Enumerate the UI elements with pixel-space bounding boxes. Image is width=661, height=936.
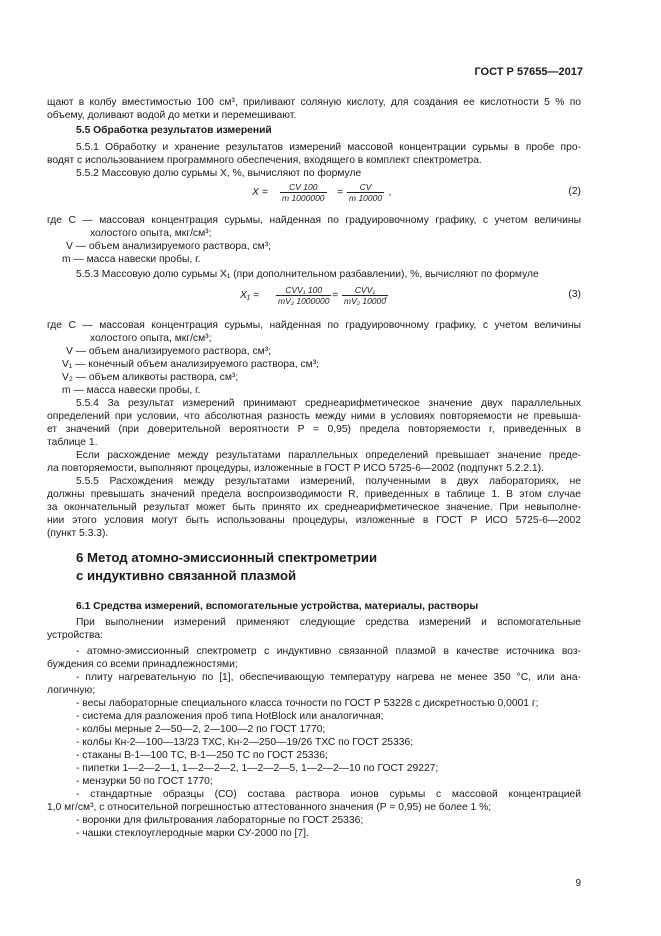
section-heading-6: 6 Метод атомно-эмиссионный спектрометрии — [76, 550, 378, 565]
paragraph-line: m — масса навески пробы, г. — [62, 385, 201, 396]
list-item: - система для разложения проб типа HotBlock или аналогичная; — [76, 711, 384, 722]
paragraph-line: холостого опыта, мкг/см³; — [90, 228, 212, 239]
formula-fraction — [276, 285, 331, 306]
paragraph-line: V — объем анализируемого раствора, см³; — [66, 346, 272, 357]
list-item: - пипетки 1—2—2—1, 1—2—2—2, 1—2—2—5, 1—2—2—10 по ГОСТ 29227; — [76, 763, 439, 774]
fraction-numerator: CVV₁ 100 — [276, 285, 331, 296]
list-item: - колбы мерные 2—50—2, 2—100—2 по ГОСТ 1770; — [76, 724, 326, 735]
formula-equals: = — [337, 187, 344, 198]
list-item: - колбы Кн-2—100—13/23 ТХС, Кн-2—250—19/26 ТХС по ГОСТ 25336; — [76, 737, 414, 748]
paragraph-line: за окончательный результат может быть принято их среднеарифметическое значение. При невыполне- — [47, 502, 581, 513]
paragraph-line: где C — массовая концентрация сурьмы, найденная по градуировочному графику, с учетом величины — [47, 215, 581, 226]
fraction-denominator: mV₂ 10000 — [344, 296, 386, 306]
list-item: - плиту нагревательную по [1], обеспечивающую температуру нагрева не менее 350 °С, или ана- — [76, 672, 581, 683]
fraction-denominator: m 10000 — [349, 193, 383, 203]
paragraph-line: холостого опыта, мкг/см³; — [90, 333, 212, 344]
formula-fraction — [347, 182, 384, 203]
paragraph-line: V — объем анализируемого раствора, см³; — [66, 241, 272, 252]
list-item: - стандартные образцы (СО) состава раствора ионов сурьмы с массовой концентрацией — [76, 789, 581, 800]
list-item: - стаканы В-1—100 ТС, В-1—250 ТС по ГОСТ 25336; — [76, 750, 328, 761]
paragraph-line: щают в колбу вместимостью 100 см³, приливают соляную кислоту, для создания ее кислотности 5 % по — [47, 97, 581, 108]
fraction-numerator: CV 100 — [280, 182, 327, 193]
paragraph-line: ла повторяемости, выполняют процедуры, изложенные в ГОСТ Р ИСО 5725-6—2002 (подпункт 5.2.2.1). — [47, 463, 544, 474]
fraction-denominator: m 1000000 — [282, 193, 325, 203]
paragraph-line: V₂ — объем аликвоты раствора, см³; — [62, 372, 239, 383]
fraction-denominator: mV₂ 1000000 — [278, 296, 330, 306]
fraction-numerator: CVV₁ — [342, 285, 388, 296]
formula-lhs: X = — [252, 187, 268, 198]
list-item: буждения со всеми принадлежностями; — [47, 659, 238, 670]
paragraph-line: Если расхождение между результатами параллельных определений превышает значение преде- — [76, 450, 581, 461]
paragraph-line: определений при условии, что абсолютная разность между ними в условиях повторяемости не превыша- — [47, 411, 581, 422]
section-heading-6-cont: с индуктивно связанной плазмой — [76, 568, 297, 583]
paragraph-line: V₁ — конечный объем анализируемого раствора, см³; — [62, 359, 319, 370]
paragraph-line: 5.5.4 За результат измерений принимают среднеарифметическое значение двух параллельных — [76, 398, 581, 409]
paragraph-line: где C — массовая концентрация сурьмы, найденная по градуировочному графику, с учетом величины — [47, 320, 581, 331]
section-heading-5-5: 5.5 Обработка результатов измерений — [76, 125, 272, 136]
list-item: - атомно-эмиссионный спектрометр с индуктивно связанной плазмой в качестве источника воз- — [76, 646, 581, 657]
formula-number: (2) — [568, 186, 581, 197]
paragraph-line: 5.5.3 Массовую долю сурьмы X₁ (при дополнительном разбавлении), %, вычисляют по формуле — [76, 269, 539, 280]
paragraph-line: 5.5.2 Массовую долю сурьмы X, %, вычисляют по формуле — [76, 168, 362, 179]
formula-lhs: X₁ = — [240, 290, 259, 301]
paragraph-line: m — масса навески пробы, г. — [62, 254, 201, 265]
list-item: - весы лабораторные специального класса точности по ГОСТ Р 53228 с дискретностью 0,0001 г; — [76, 698, 539, 709]
paragraph-line: водят с использованием программного обеспечения, входящего в комплект спектрометра. — [47, 155, 482, 166]
formula-fraction — [280, 182, 327, 203]
page-number: 9 — [575, 878, 581, 889]
paragraph-line: объему, доливают водой до метки и перемешивают. — [47, 110, 297, 121]
paragraph-line: 5.5.1 Обработку и хранение результатов измерений массовой концентрации сурьмы в пробе про- — [76, 142, 581, 153]
paragraph-line: таблице 1. — [47, 437, 98, 448]
section-heading-6-1: 6.1 Средства измерений, вспомогательные устройства, материалы, растворы — [76, 601, 479, 612]
document-header: ГОСТ Р 57655—2017 — [474, 66, 583, 78]
fraction-numerator: CV — [347, 182, 384, 193]
formula-equals: = — [332, 290, 339, 301]
paragraph-line: При выполнении измерений применяют следующие средства измерений и вспомогательные — [76, 617, 581, 628]
paragraph-line: должны превышать значений предела воспроизводимости R, приведенных в таблице 1. В этом случае — [47, 489, 581, 500]
list-item: - воронки для фильтрования лабораторные по ГОСТ 25336; — [76, 815, 364, 826]
paragraph-line: (пункт 5.3.3). — [47, 528, 109, 539]
paragraph-line: нии этого условия могут быть использованы процедуры, изложенные в ГОСТ Р ИСО 5725-6—2002 — [47, 515, 581, 526]
list-item: 1,0 мг/см³, с относительной погрешностью аттестованного значения (P = 0,95) не более 1 %; — [47, 802, 492, 813]
list-item: - чашки стеклоуглеродные марки СУ-2000 по [7]. — [76, 828, 309, 839]
paragraph-line: устройства: — [47, 630, 103, 641]
paragraph-line: ет значений (при доверительной вероятности P = 0,95) предела повторяемости r, приведенных в — [47, 424, 581, 435]
formula-fraction — [342, 285, 388, 306]
formula-number: (3) — [568, 289, 581, 300]
list-item: логичную; — [47, 685, 96, 696]
formula-comma: , — [389, 187, 392, 198]
paragraph-line: 5.5.5 Расхождения между результатами измерений, полученными в двух лабораториях, не — [76, 476, 581, 487]
formula-comma: , — [385, 290, 388, 301]
list-item: - мензурки 50 по ГОСТ 1770; — [76, 776, 213, 787]
